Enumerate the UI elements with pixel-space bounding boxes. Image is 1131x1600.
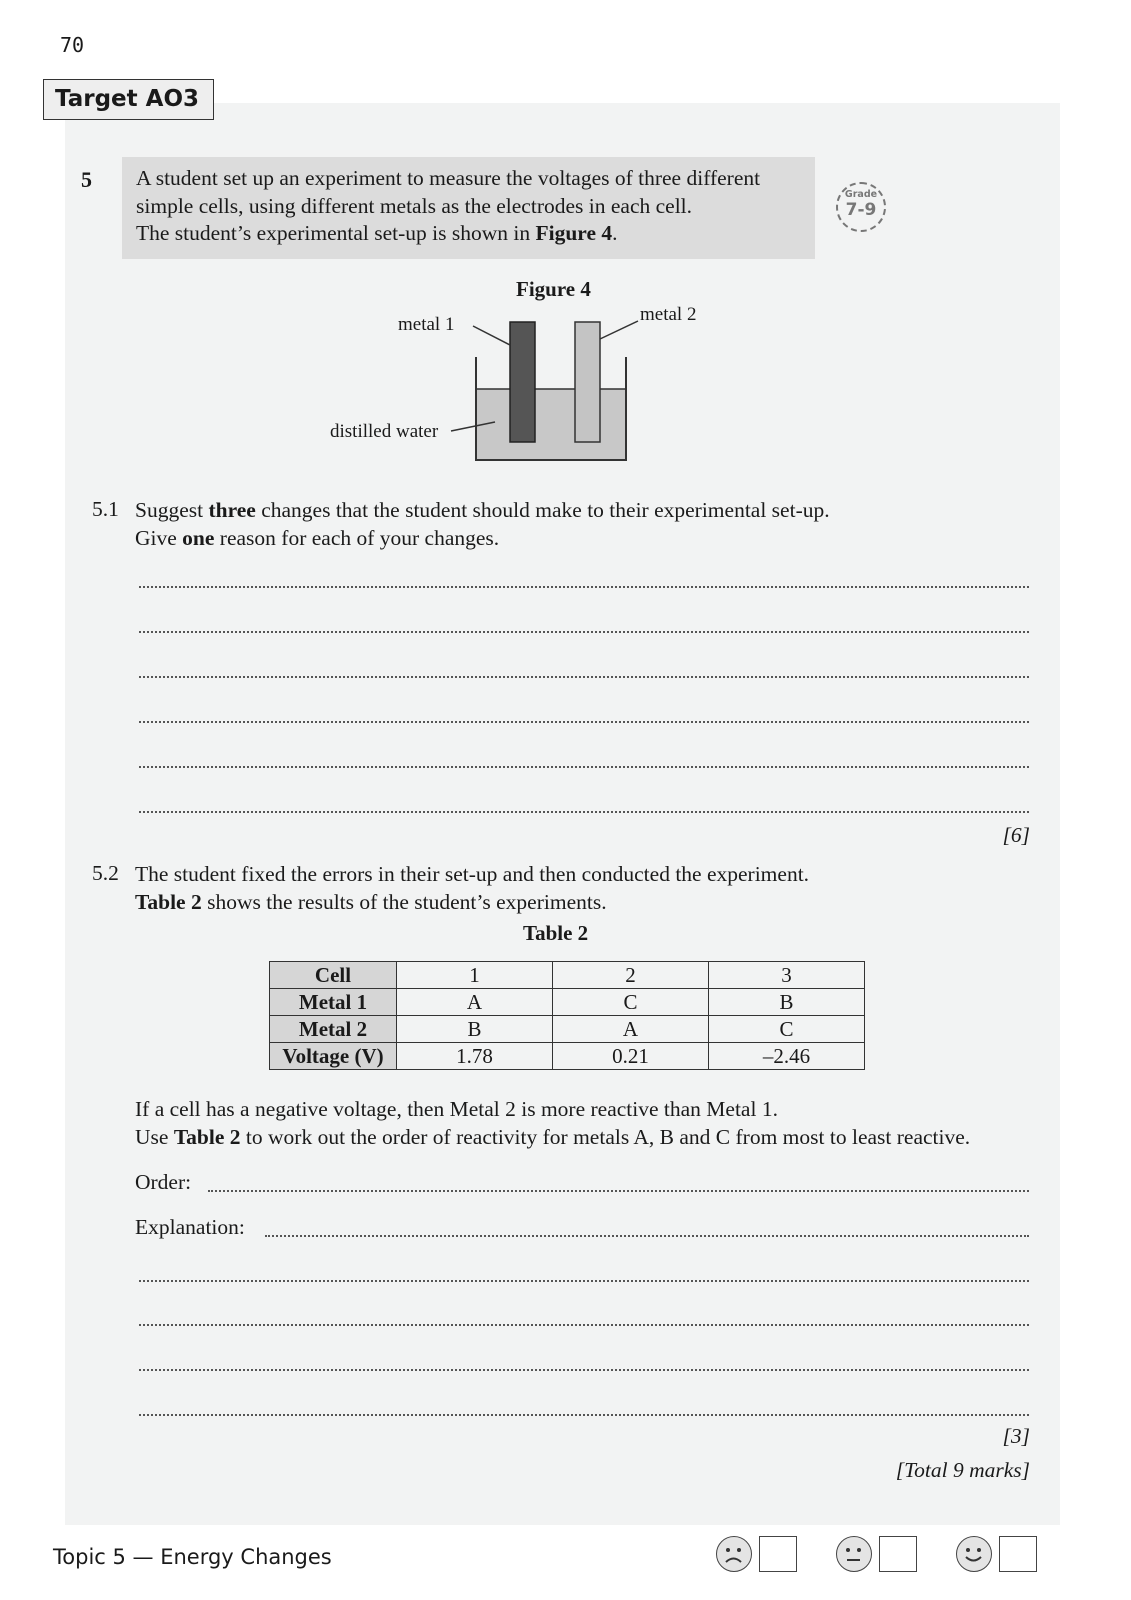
answer-line[interactable] [139,1280,1029,1282]
water-label: distilled water [330,421,439,442]
metal-1-electrode [510,322,535,442]
row-header: Metal 2 [270,1016,397,1043]
row-header: Voltage (V) [270,1043,397,1070]
part-5-1-marks: [6] [1002,823,1030,847]
answer-line[interactable] [139,631,1029,633]
part-5-1-text [135,497,830,552]
part-5-1-number: 5.1 [92,497,119,521]
intro-line-1: A student set up an experiment to measure the voltages of three different [136,166,761,190]
metal-1-pointer [473,326,510,345]
total-marks: [Total 9 marks] [895,1458,1030,1482]
experiment-diagram [330,302,730,472]
table-row [270,1043,865,1070]
explanation-label: Explanation: [135,1215,245,1239]
table-cell: 0.21 [553,1043,709,1070]
part-5-2-line-2: Table 2 shows the results of the student’s experiments. [135,889,607,914]
part-5-2-instructions [135,1096,970,1151]
table-cell: 1 [397,962,553,989]
sad-face-icon [716,1536,752,1572]
part-5-2-marks: [3] [1002,1424,1030,1448]
grade-label: Grade [844,189,878,200]
sad-tick-box[interactable] [759,1536,797,1572]
table-cell: B [709,989,865,1016]
table-cell: A [397,989,553,1016]
order-label: Order: [135,1170,192,1194]
target-heading: Target AO3 [43,79,214,120]
table-title: Table 2 [523,921,589,945]
neutral-face-icon [836,1536,872,1572]
happy-tick-box[interactable] [999,1536,1037,1572]
answer-line[interactable] [139,766,1029,768]
table-row [270,989,865,1016]
metal-2-pointer [600,321,638,339]
part-5-2-line-1: The student fixed the errors in their set-up and then conducted the experiment. [135,862,810,886]
order-answer-line[interactable] [208,1190,1029,1192]
grade-badge-icon [836,182,886,232]
answer-line[interactable] [139,811,1029,813]
part-5-1-line-2: Give one reason for each of your changes. [135,525,500,550]
table-cell: –2.46 [709,1043,865,1070]
answer-line[interactable] [139,586,1029,588]
metal-2-electrode [575,322,600,442]
answer-line[interactable] [139,1414,1029,1416]
intro-line-3: The student’s experimental set-up is shown in Figure 4. [136,221,618,245]
water-fill [476,389,626,460]
table-cell: A [553,1016,709,1043]
answer-line[interactable] [139,1369,1029,1371]
table-cell: C [709,1016,865,1043]
question-intro [122,157,815,259]
explanation-answer-line[interactable] [265,1235,1029,1237]
row-header: Cell [270,962,397,989]
metal-2-label: metal 2 [640,304,697,325]
metal-1-label: metal 1 [398,314,455,335]
happy-face-icon [956,1536,992,1572]
results-table [269,961,865,1070]
answer-line[interactable] [139,676,1029,678]
question-number: 5 [81,167,92,192]
grade-value: 7-9 [845,200,877,220]
table-cell: 3 [709,962,865,989]
table-cell: 2 [553,962,709,989]
footer-topic: Topic 5 — Energy Changes [53,1545,332,1569]
table-row [270,1016,865,1043]
neutral-tick-box[interactable] [879,1536,917,1572]
intro-line-2: simple cells, using different metals as the electrodes in each cell. [136,193,693,218]
table-cell: C [553,989,709,1016]
part-5-2-text [135,861,809,916]
part-5-2-number: 5.2 [92,861,119,885]
table-cell: 1.78 [397,1043,553,1070]
table-row [270,962,865,989]
table-cell: B [397,1016,553,1043]
figure-title: Figure 4 [516,277,591,301]
answer-line[interactable] [139,721,1029,723]
row-header: Metal 1 [270,989,397,1016]
part-5-2-line-4: Use Table 2 to work out the order of reactivity for metals A, B and C from most to least reactive. [135,1124,971,1149]
page-number: 70 [60,33,85,57]
part-5-1-line-1: Suggest three changes that the student should make to their experimental set-up. [135,498,830,522]
part-5-2-line-3: If a cell has a negative voltage, then Metal 2 is more reactive than Metal 1. [135,1097,778,1121]
answer-line[interactable] [139,1324,1029,1326]
